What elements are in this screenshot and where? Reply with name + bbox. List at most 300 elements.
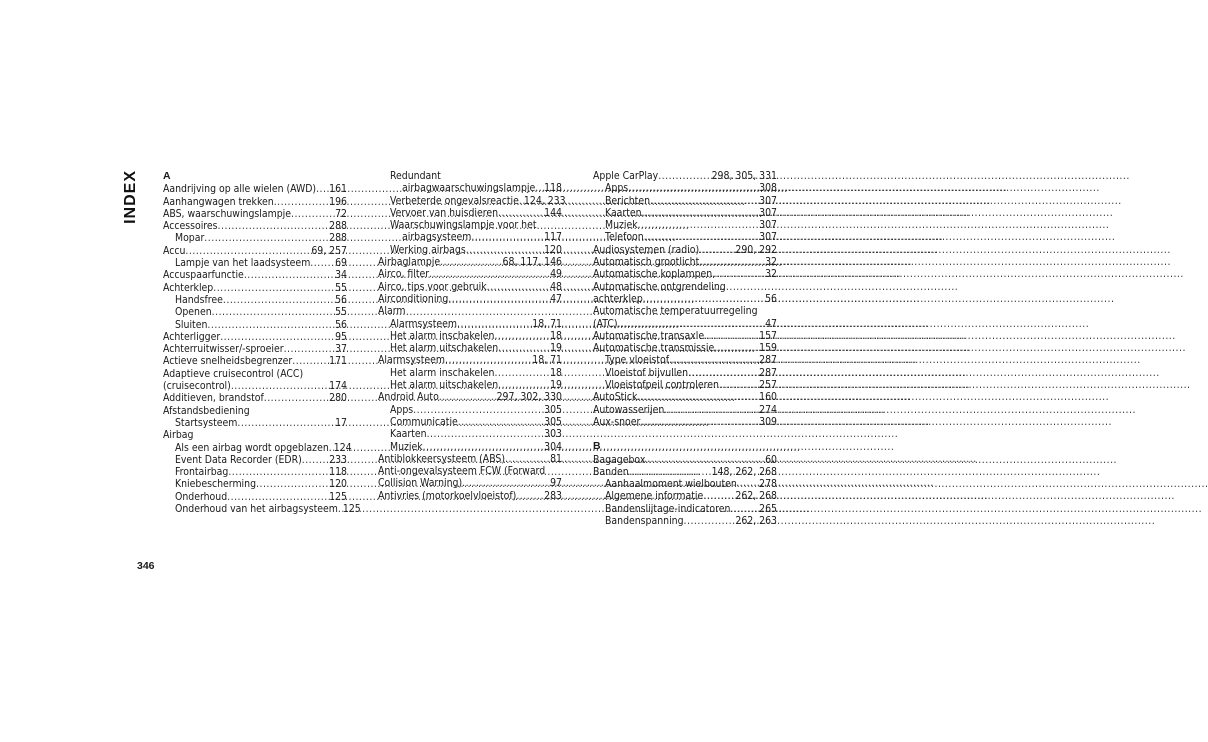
index-term: Communicatie [390, 415, 458, 428]
index-term: Achterruitwisser/-sproeier [163, 343, 284, 356]
section-tab-index: INDEX [122, 170, 139, 224]
page-reference: 283 [544, 489, 562, 502]
index-term: Als een airbag wordt opgeblazen [175, 441, 329, 454]
index-term: Airconditioning [378, 292, 449, 305]
index-term: ABS, waarschuwingslampje [163, 207, 291, 220]
index-entry [378, 293, 562, 305]
index-subentry-heading: Waarschuwingslampje voor het [390, 219, 537, 232]
index-term: Audiosystemen (radio) [593, 243, 700, 256]
page-reference: 120 [544, 243, 562, 256]
page-reference: 298, 305, 331 [711, 170, 777, 182]
index-term: Onderhoud [175, 490, 228, 503]
index-term: Apps [605, 182, 629, 195]
index-entry [378, 256, 562, 268]
index-term: Het alarm uitschakelen [390, 342, 499, 355]
dot-leader [505, 453, 549, 465]
index-subentry [378, 207, 562, 219]
index-term: Telefoon [605, 231, 644, 244]
index-subentry [378, 379, 562, 391]
dot-leader [423, 441, 543, 453]
index-term: Antiblokkeersysteem (ABS) [378, 452, 506, 465]
page-reference: 148, 262, 268 [711, 465, 777, 478]
index-term: Kaarten [605, 206, 642, 219]
index-subentry [163, 478, 347, 490]
dot-leader [212, 306, 334, 318]
index-term: Automatische transmissie [593, 342, 715, 355]
page-reference: 305 [544, 415, 562, 428]
index-entry [593, 466, 777, 478]
dot-leader [413, 404, 543, 416]
index-entry-heading: Airbag [163, 429, 194, 442]
index-entry [163, 282, 347, 294]
index-entry [593, 330, 777, 342]
index-term: Vloeistof bijvullen [605, 366, 689, 379]
dot-leader [429, 268, 549, 280]
page-reference: 48 [550, 280, 562, 293]
index-subentry [593, 503, 777, 515]
page-reference: 120 [329, 478, 347, 491]
page-reference: 95 [335, 330, 347, 343]
index-term: Sluiten [175, 318, 208, 331]
page-reference: 290, 292 [735, 243, 777, 256]
index-subentry [593, 379, 777, 391]
index-subentry [163, 491, 347, 503]
page-reference: 72 [335, 207, 347, 220]
page-reference: 117 [544, 231, 562, 244]
index-entry [163, 183, 347, 195]
page-reference: 196 [329, 195, 347, 208]
dot-leader [644, 231, 758, 243]
index-term: Aandrijving op alle wielen (AWD) [163, 183, 317, 196]
index-subentry [163, 319, 347, 331]
index-entry [163, 343, 347, 355]
index-subentry [163, 232, 347, 244]
page-reference: 81 [550, 452, 562, 465]
index-term: Banden [593, 465, 629, 478]
index-subentry [378, 367, 562, 379]
dot-leader [629, 466, 711, 478]
page-reference: 55 [335, 281, 347, 294]
index-term: Android Auto [378, 391, 439, 404]
page-reference: 19 [550, 342, 562, 355]
page-reference: 125 [329, 490, 347, 503]
index-entry [163, 208, 347, 220]
index-subentry [378, 404, 562, 416]
dot-leader [688, 367, 758, 379]
index-subentry [163, 257, 347, 269]
index-term: Het alarm inschakelen [390, 329, 495, 342]
page-reference: 307 [759, 194, 777, 207]
page-reference: 47 [550, 292, 562, 305]
index-entry [593, 391, 777, 403]
index-subentry [378, 330, 562, 342]
index-term: Airco, filter [378, 268, 430, 281]
index-term: Verbeterde ongevalsreactie [390, 194, 519, 207]
page-reference: 161 [329, 183, 347, 196]
index-term: (ATC) [593, 317, 618, 330]
dot-leader [445, 354, 531, 366]
index-subentry [593, 195, 777, 207]
index-term: Het alarm inschakelen [390, 366, 495, 379]
dot-leader [457, 318, 531, 330]
page-reference: 56 [335, 293, 347, 306]
dot-leader [256, 478, 328, 490]
index-term: Werking airbags [390, 243, 466, 256]
page-reference: 274 [759, 403, 777, 416]
index-subentry [378, 182, 562, 194]
index-entry [163, 380, 347, 392]
page-reference: 56 [765, 292, 777, 305]
index-entry [378, 391, 562, 403]
dot-leader [704, 330, 758, 342]
index-entry [593, 416, 777, 428]
index-subentry [378, 342, 562, 354]
dot-leader [658, 170, 710, 182]
index-term: Actieve snelheidsbegrenzer [163, 355, 293, 368]
page-reference: 18, 71 [532, 354, 562, 367]
index-term: Vervoer van huisdieren [390, 206, 499, 219]
dot-leader [494, 367, 549, 379]
index-term: Automatische koplampen [593, 268, 713, 281]
index-entry [593, 454, 777, 466]
page-reference: 297, 302, 330 [496, 391, 562, 404]
index-term: Automatisch grootlicht [593, 256, 700, 269]
index-subentry [593, 515, 777, 527]
index-subentry-heading: Redundant [390, 170, 441, 182]
index-term: Accuspaarfunctie [163, 269, 244, 282]
dot-leader [292, 355, 328, 367]
page-reference: 56 [335, 318, 347, 331]
dot-leader [231, 380, 328, 392]
page-reference: 262, 263 [735, 515, 777, 528]
dot-leader [699, 244, 734, 256]
page-reference: 60 [765, 453, 777, 466]
page-reference: 288 [329, 232, 347, 245]
index-entry [593, 170, 777, 182]
dot-leader [664, 404, 758, 416]
dot-leader [466, 244, 543, 256]
dot-leader [291, 208, 334, 220]
index-entry-heading: Afstandsbediening [163, 404, 250, 417]
dot-leader [302, 454, 328, 466]
dot-leader [712, 268, 764, 280]
page-reference: 257 [759, 379, 777, 392]
page-reference: 19 [550, 379, 562, 392]
dot-leader [237, 417, 334, 429]
index-entry [163, 220, 347, 232]
index-subentry [163, 417, 347, 429]
index-subentry [378, 318, 562, 330]
index-term: Kniebescherming [175, 478, 257, 491]
index-subentry [378, 416, 562, 428]
index-entry [378, 477, 562, 489]
index-term: AutoStick [593, 391, 638, 404]
dot-leader [498, 342, 549, 354]
page-reference: 265 [759, 502, 777, 515]
dot-leader [494, 330, 549, 342]
page-reference: 18 [550, 329, 562, 342]
page-reference: 69, 257 [311, 244, 347, 257]
index-term: Type vloeistof [605, 354, 670, 367]
index-column-2 [378, 170, 566, 502]
index-term: Kaarten [390, 428, 427, 441]
dot-leader [642, 207, 759, 219]
index-subentry [593, 219, 777, 231]
index-letter-heading: B [593, 440, 601, 453]
index-subentry [593, 478, 777, 490]
page-reference: 308 [759, 182, 777, 195]
index-term: Frontairbag [175, 466, 229, 479]
index-column-3 [593, 170, 777, 527]
index-entry [593, 244, 777, 256]
dot-leader [213, 282, 334, 294]
page-reference: 262, 268 [735, 490, 777, 503]
page-reference: 18, 71 [532, 317, 562, 330]
index-term: Collision Warning) [378, 477, 463, 490]
dot-leader [703, 490, 734, 502]
dot-leader [684, 515, 735, 527]
index-term: Handsfree [175, 293, 223, 306]
index-entry [163, 331, 347, 343]
index-entry-heading: Automatische ontgrendeling [593, 280, 726, 293]
page-reference: 303 [544, 428, 562, 441]
page-reference: 307 [759, 219, 777, 232]
index-term: Openen [175, 306, 212, 319]
dot-leader [669, 354, 758, 366]
dot-leader [638, 219, 758, 231]
index-term: Muziek [390, 440, 423, 453]
index-term: Autowasserijen [593, 403, 665, 416]
page-reference: 309 [759, 415, 777, 428]
page-reference: 171 [329, 355, 347, 368]
page-reference: 69 [335, 257, 347, 270]
index-subentry [378, 441, 562, 453]
index-entry [163, 392, 347, 404]
dot-leader [228, 466, 328, 478]
index-term: Apple CarPlay [593, 170, 659, 182]
dot-leader [427, 428, 544, 440]
index-term: Additieven, brandstof [163, 392, 264, 405]
page-reference: 68, 117, 146 [502, 256, 562, 269]
index-term: Alarmsysteem [378, 354, 446, 367]
page-reference: 118 [329, 466, 347, 479]
index-subentry [163, 306, 347, 318]
index-term: achterklep [593, 292, 643, 305]
dot-leader [284, 343, 335, 355]
index-entry-heading: Automatische temperatuurregeling [593, 305, 758, 318]
section-gap [593, 428, 777, 440]
index-subentry [593, 182, 777, 194]
index-column-1 [163, 170, 361, 516]
index-term: Alarmsysteem [390, 317, 458, 330]
index-subentry [378, 244, 562, 256]
dot-leader [719, 379, 758, 391]
index-entry [593, 318, 777, 330]
index-subentry [163, 441, 352, 454]
dot-leader [516, 490, 543, 502]
index-term: Antivries (motorkoelvloeistof) [378, 489, 517, 502]
index-term: Muziek [605, 219, 638, 232]
dot-leader [462, 477, 549, 489]
dot-leader [204, 232, 328, 244]
dot-leader [439, 391, 496, 403]
index-subentry [378, 194, 566, 207]
page-reference: 280 [329, 392, 347, 405]
index-term: Apps [390, 403, 414, 416]
dot-leader [650, 195, 758, 207]
dot-leader [645, 454, 764, 466]
index-entry [163, 196, 347, 208]
dot-leader [223, 294, 334, 306]
index-subentry [593, 354, 777, 366]
dot-leader [274, 196, 328, 208]
index-term: Achterligger [163, 330, 221, 343]
index-entry [593, 342, 777, 354]
page-reference: 124, 233 [523, 194, 566, 207]
index-subentry [163, 466, 347, 478]
page-reference: 174 [329, 380, 347, 393]
page-reference: 125 [342, 503, 361, 516]
index-entry [378, 490, 562, 502]
page-reference: 97 [550, 477, 562, 490]
dot-leader [440, 256, 501, 268]
page-reference: 288 [329, 220, 347, 233]
dot-leader [218, 220, 329, 232]
index-term: Algemene informatie [605, 490, 704, 503]
index-term: airbagwaarschuwingslampje [402, 182, 536, 195]
dot-leader [714, 342, 758, 354]
index-term: Aanhaalmoment wielbouten [605, 478, 737, 491]
dot-leader [220, 331, 334, 343]
dot-leader [535, 182, 543, 194]
page-reference: 304 [544, 440, 562, 453]
index-entry [378, 268, 562, 280]
index-subentry [593, 207, 777, 219]
dot-leader [628, 182, 758, 194]
page-reference: 32 [765, 256, 777, 269]
page-reference: 307 [759, 231, 777, 244]
page-reference: 124 [333, 441, 352, 454]
index-entry-heading: Alarm [378, 305, 406, 318]
index-term: Achterklep [163, 281, 214, 294]
page-reference: 159 [759, 342, 777, 355]
dot-leader [637, 391, 758, 403]
dot-leader [737, 478, 758, 490]
dot-leader [458, 416, 543, 428]
dot-leader [448, 293, 549, 305]
page-reference: 144 [544, 206, 562, 219]
index-term: (cruisecontrol) [163, 380, 231, 393]
index-term: Airbaglampje [378, 256, 441, 269]
index-entry [593, 268, 777, 280]
dot-leader [207, 319, 334, 331]
page-reference: 18 [550, 366, 562, 379]
page-reference: 49 [550, 268, 562, 281]
index-term: Startsysteem [175, 416, 238, 429]
index-entry [593, 293, 777, 305]
index-entry [378, 354, 562, 366]
dot-leader [185, 245, 310, 257]
page-reference: 233 [329, 453, 347, 466]
dot-leader [471, 231, 543, 243]
index-entry [378, 281, 562, 293]
dot-leader [310, 257, 334, 269]
page-reference: 17 [335, 416, 347, 429]
index-term: Event Data Recorder (EDR) [175, 453, 302, 466]
index-term: Lampje van het laadsysteem [175, 257, 311, 270]
index-entry [593, 404, 777, 416]
dot-leader [640, 416, 758, 428]
index-term: Berichten [605, 194, 651, 207]
dot-leader [699, 256, 764, 268]
index-subentry [163, 454, 347, 466]
index-term: Accu [163, 244, 186, 257]
index-term: Accessoires [163, 220, 218, 233]
page-reference: 32 [765, 268, 777, 281]
index-term: Vloeistofpeil controleren [605, 379, 719, 392]
index-subentry [593, 490, 777, 502]
index-entry-heading: Adaptieve cruisecontrol (ACC) [163, 367, 304, 380]
dot-leader [264, 392, 328, 404]
dot-leader [487, 281, 549, 293]
page-reference: 307 [759, 206, 777, 219]
page-reference: 160 [759, 391, 777, 404]
page-reference: 47 [765, 317, 777, 330]
page-reference: 287 [759, 366, 777, 379]
index-entry [163, 269, 347, 281]
dot-leader [730, 503, 758, 515]
index-term: Automatische transaxle [593, 329, 705, 342]
page-reference: 287 [759, 354, 777, 367]
index-term: Mopar [175, 232, 205, 245]
index-term: Het alarm uitschakelen [390, 379, 499, 392]
page-reference: 278 [759, 478, 777, 491]
dot-leader [316, 183, 328, 195]
index-term: Bandenslijtage-indicatoren [605, 502, 731, 515]
dot-leader [498, 207, 543, 219]
index-subentry [378, 231, 562, 243]
page-number: 346 [137, 560, 155, 572]
page-reference: 55 [335, 306, 347, 319]
page-reference: 305 [544, 403, 562, 416]
dot-leader [618, 318, 765, 330]
dot-leader [244, 269, 334, 281]
index-term: Bagagebox [593, 453, 646, 466]
page-reference: 37 [335, 343, 347, 356]
dot-leader [227, 491, 328, 503]
index-entry [163, 355, 347, 367]
dot-leader [498, 379, 549, 391]
index-entry [378, 453, 562, 465]
page-reference: 157 [759, 329, 777, 342]
index-term: Aanhangwagen trekken [163, 195, 274, 208]
index-term: Onderhoud van het airbagsysteem [175, 503, 338, 516]
index-letter-heading: A [163, 170, 171, 182]
index-entry [593, 256, 777, 268]
index-term: Bandenspanning [605, 515, 684, 528]
index-subentry [163, 294, 347, 306]
index-subentry [593, 367, 777, 379]
index-term: Airco, tips voor gebruik [378, 280, 487, 293]
index-entry [163, 245, 347, 257]
index-subentry [163, 503, 361, 516]
index-term: airbagsysteem [402, 231, 472, 244]
dot-leader [643, 293, 764, 305]
index-subentry [593, 231, 777, 243]
page-reference: 34 [335, 269, 347, 282]
index-subentry [378, 428, 562, 440]
page-reference: 118 [544, 182, 562, 195]
